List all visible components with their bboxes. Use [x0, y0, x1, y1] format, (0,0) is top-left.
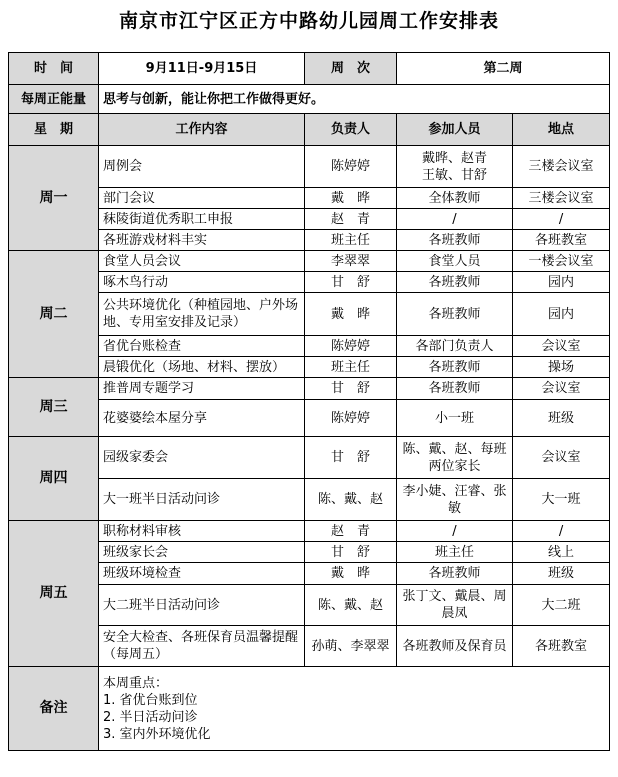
schedule-row: [9, 251, 610, 272]
day-cell: 周五: [9, 521, 99, 667]
schedule-row: [9, 563, 610, 585]
owner-cell: 甘 舒: [305, 272, 397, 293]
participants-cell: 张丁文、戴晨、周晨凤: [397, 585, 513, 626]
energy-row: [9, 85, 610, 114]
content-cell: 班级家长会: [99, 542, 305, 563]
content-cell: 啄木鸟行动: [99, 272, 305, 293]
day-cell: 周一: [9, 146, 99, 251]
content-cell: 各班游戏材料丰实: [99, 230, 305, 251]
owner-cell: 戴 晔: [305, 563, 397, 585]
schedule-row: [9, 146, 610, 188]
location-cell: 园内: [513, 293, 610, 336]
participants-cell: 各班教师及保育员: [397, 626, 513, 667]
schedule-row: [9, 585, 610, 626]
col-content: 工作内容: [99, 114, 305, 146]
content-cell: 花婆婆绘本屋分享: [99, 400, 305, 437]
day-cell: 周二: [9, 251, 99, 378]
content-cell: 安全大检查、各班保育员温馨提醒（每周五）: [99, 626, 305, 667]
energy-text: 思考与创新，能让你把工作做得更好。: [99, 85, 610, 114]
schedule-table: [8, 52, 610, 751]
remarks-content: [99, 667, 610, 751]
content-cell: 职称材料审核: [99, 521, 305, 542]
remarks-item: 1. 省优台账到位: [103, 692, 198, 708]
owner-cell: 班主任: [305, 230, 397, 251]
schedule-row: [9, 188, 610, 209]
participants-cell: /: [397, 209, 513, 230]
participants-cell: 陈、戴、赵、每班两位家长: [397, 437, 513, 479]
owner-cell: 赵 青: [305, 521, 397, 542]
day-cell: 周四: [9, 437, 99, 521]
location-cell: 大一班: [513, 479, 610, 521]
content-cell: 公共环境优化（种植园地、户外场地、专用室安排及记录）: [99, 293, 305, 336]
participants-cell: 各班教师: [397, 357, 513, 378]
energy-label: 每周正能量: [9, 85, 99, 114]
owner-cell: 陈、戴、赵: [305, 479, 397, 521]
content-cell: 部门会议: [99, 188, 305, 209]
remarks-row: [9, 667, 610, 751]
schedule-row: [9, 521, 610, 542]
schedule-row: [9, 626, 610, 667]
participants-cell: 各班教师: [397, 378, 513, 400]
schedule-row: [9, 479, 610, 521]
participants-cell: 各班教师: [397, 272, 513, 293]
owner-cell: 戴 晔: [305, 188, 397, 209]
location-cell: 线上: [513, 542, 610, 563]
week-value: 第二周: [397, 53, 610, 85]
location-cell: 会议室: [513, 378, 610, 400]
owner-cell: 赵 青: [305, 209, 397, 230]
col-location: 地点: [513, 114, 610, 146]
participants-cell: 全体教师: [397, 188, 513, 209]
schedule-row: [9, 293, 610, 336]
col-owner: 负责人: [305, 114, 397, 146]
remarks-item: 3. 室内外环境优化: [103, 726, 211, 742]
location-cell: 三楼会议室: [513, 188, 610, 209]
owner-cell: 甘 舒: [305, 378, 397, 400]
owner-cell: 陈婷婷: [305, 146, 397, 188]
header-row: [9, 53, 610, 85]
owner-cell: 班主任: [305, 357, 397, 378]
schedule-row: [9, 336, 610, 357]
owner-cell: 甘 舒: [305, 542, 397, 563]
col-day: 星 期: [9, 114, 99, 146]
participants-cell: 食堂人员: [397, 251, 513, 272]
participants-cell: 各部门负责人: [397, 336, 513, 357]
day-cell: 周三: [9, 378, 99, 437]
content-cell: 推普周专题学习: [99, 378, 305, 400]
participants-cell: 小一班: [397, 400, 513, 437]
content-cell: 食堂人员会议: [99, 251, 305, 272]
location-cell: 大二班: [513, 585, 610, 626]
time-label: 时 间: [9, 53, 99, 85]
participants-cell: 各班教师: [397, 230, 513, 251]
schedule-row: [9, 437, 610, 479]
owner-cell: 陈婷婷: [305, 400, 397, 437]
owner-cell: 李翠翠: [305, 251, 397, 272]
participants-cell: 各班教师: [397, 563, 513, 585]
schedule-row: [9, 378, 610, 400]
week-label: 周 次: [305, 53, 397, 85]
location-cell: 各班教室: [513, 230, 610, 251]
schedule-row: [9, 400, 610, 437]
column-header-row: [9, 114, 610, 146]
schedule-body: [9, 53, 610, 751]
schedule-row: [9, 272, 610, 293]
content-cell: 班级环境检查: [99, 563, 305, 585]
location-cell: 班级: [513, 563, 610, 585]
owner-cell: 甘 舒: [305, 437, 397, 479]
location-cell: 班级: [513, 400, 610, 437]
content-cell: 大一班半日活动问诊: [99, 479, 305, 521]
owner-cell: 陈、戴、赵: [305, 585, 397, 626]
content-cell: 秣陵街道优秀职工申报: [99, 209, 305, 230]
location-cell: /: [513, 521, 610, 542]
location-cell: 操场: [513, 357, 610, 378]
location-cell: 三楼会议室: [513, 146, 610, 188]
participants-cell: 班主任: [397, 542, 513, 563]
participants-cell: 李小婕、汪睿、张敏: [397, 479, 513, 521]
content-cell: 晨锻优化（场地、材料、摆放）: [99, 357, 305, 378]
location-cell: 会议室: [513, 336, 610, 357]
schedule-row: [9, 357, 610, 378]
schedule-row: [9, 542, 610, 563]
location-cell: 各班教室: [513, 626, 610, 667]
content-cell: 省优台账检查: [99, 336, 305, 357]
owner-cell: 戴 晔: [305, 293, 397, 336]
col-participants: 参加人员: [397, 114, 513, 146]
schedule-row: [9, 230, 610, 251]
participants-cell: 各班教师: [397, 293, 513, 336]
date-range: 9月11日-9月15日: [99, 53, 305, 85]
location-cell: 一楼会议室: [513, 251, 610, 272]
participants-cell: /: [397, 521, 513, 542]
page-title: 南京市江宁区正方中路幼儿园周工作安排表: [118, 10, 499, 32]
remarks-heading: 本周重点：: [103, 675, 169, 691]
content-cell: 大二班半日活动问诊: [99, 585, 305, 626]
participants-cell: 戴晔、赵青 王敏、甘舒: [397, 146, 513, 188]
owner-cell: 陈婷婷: [305, 336, 397, 357]
content-cell: 园级家委会: [99, 437, 305, 479]
remarks-item: 2. 半日活动问诊: [103, 709, 198, 725]
location-cell: /: [513, 209, 610, 230]
content-cell: 周例会: [99, 146, 305, 188]
remarks-label: 备注: [9, 667, 99, 751]
owner-cell: 孙萌、李翠翠: [305, 626, 397, 667]
schedule-row: [9, 209, 610, 230]
location-cell: 园内: [513, 272, 610, 293]
location-cell: 会议室: [513, 437, 610, 479]
